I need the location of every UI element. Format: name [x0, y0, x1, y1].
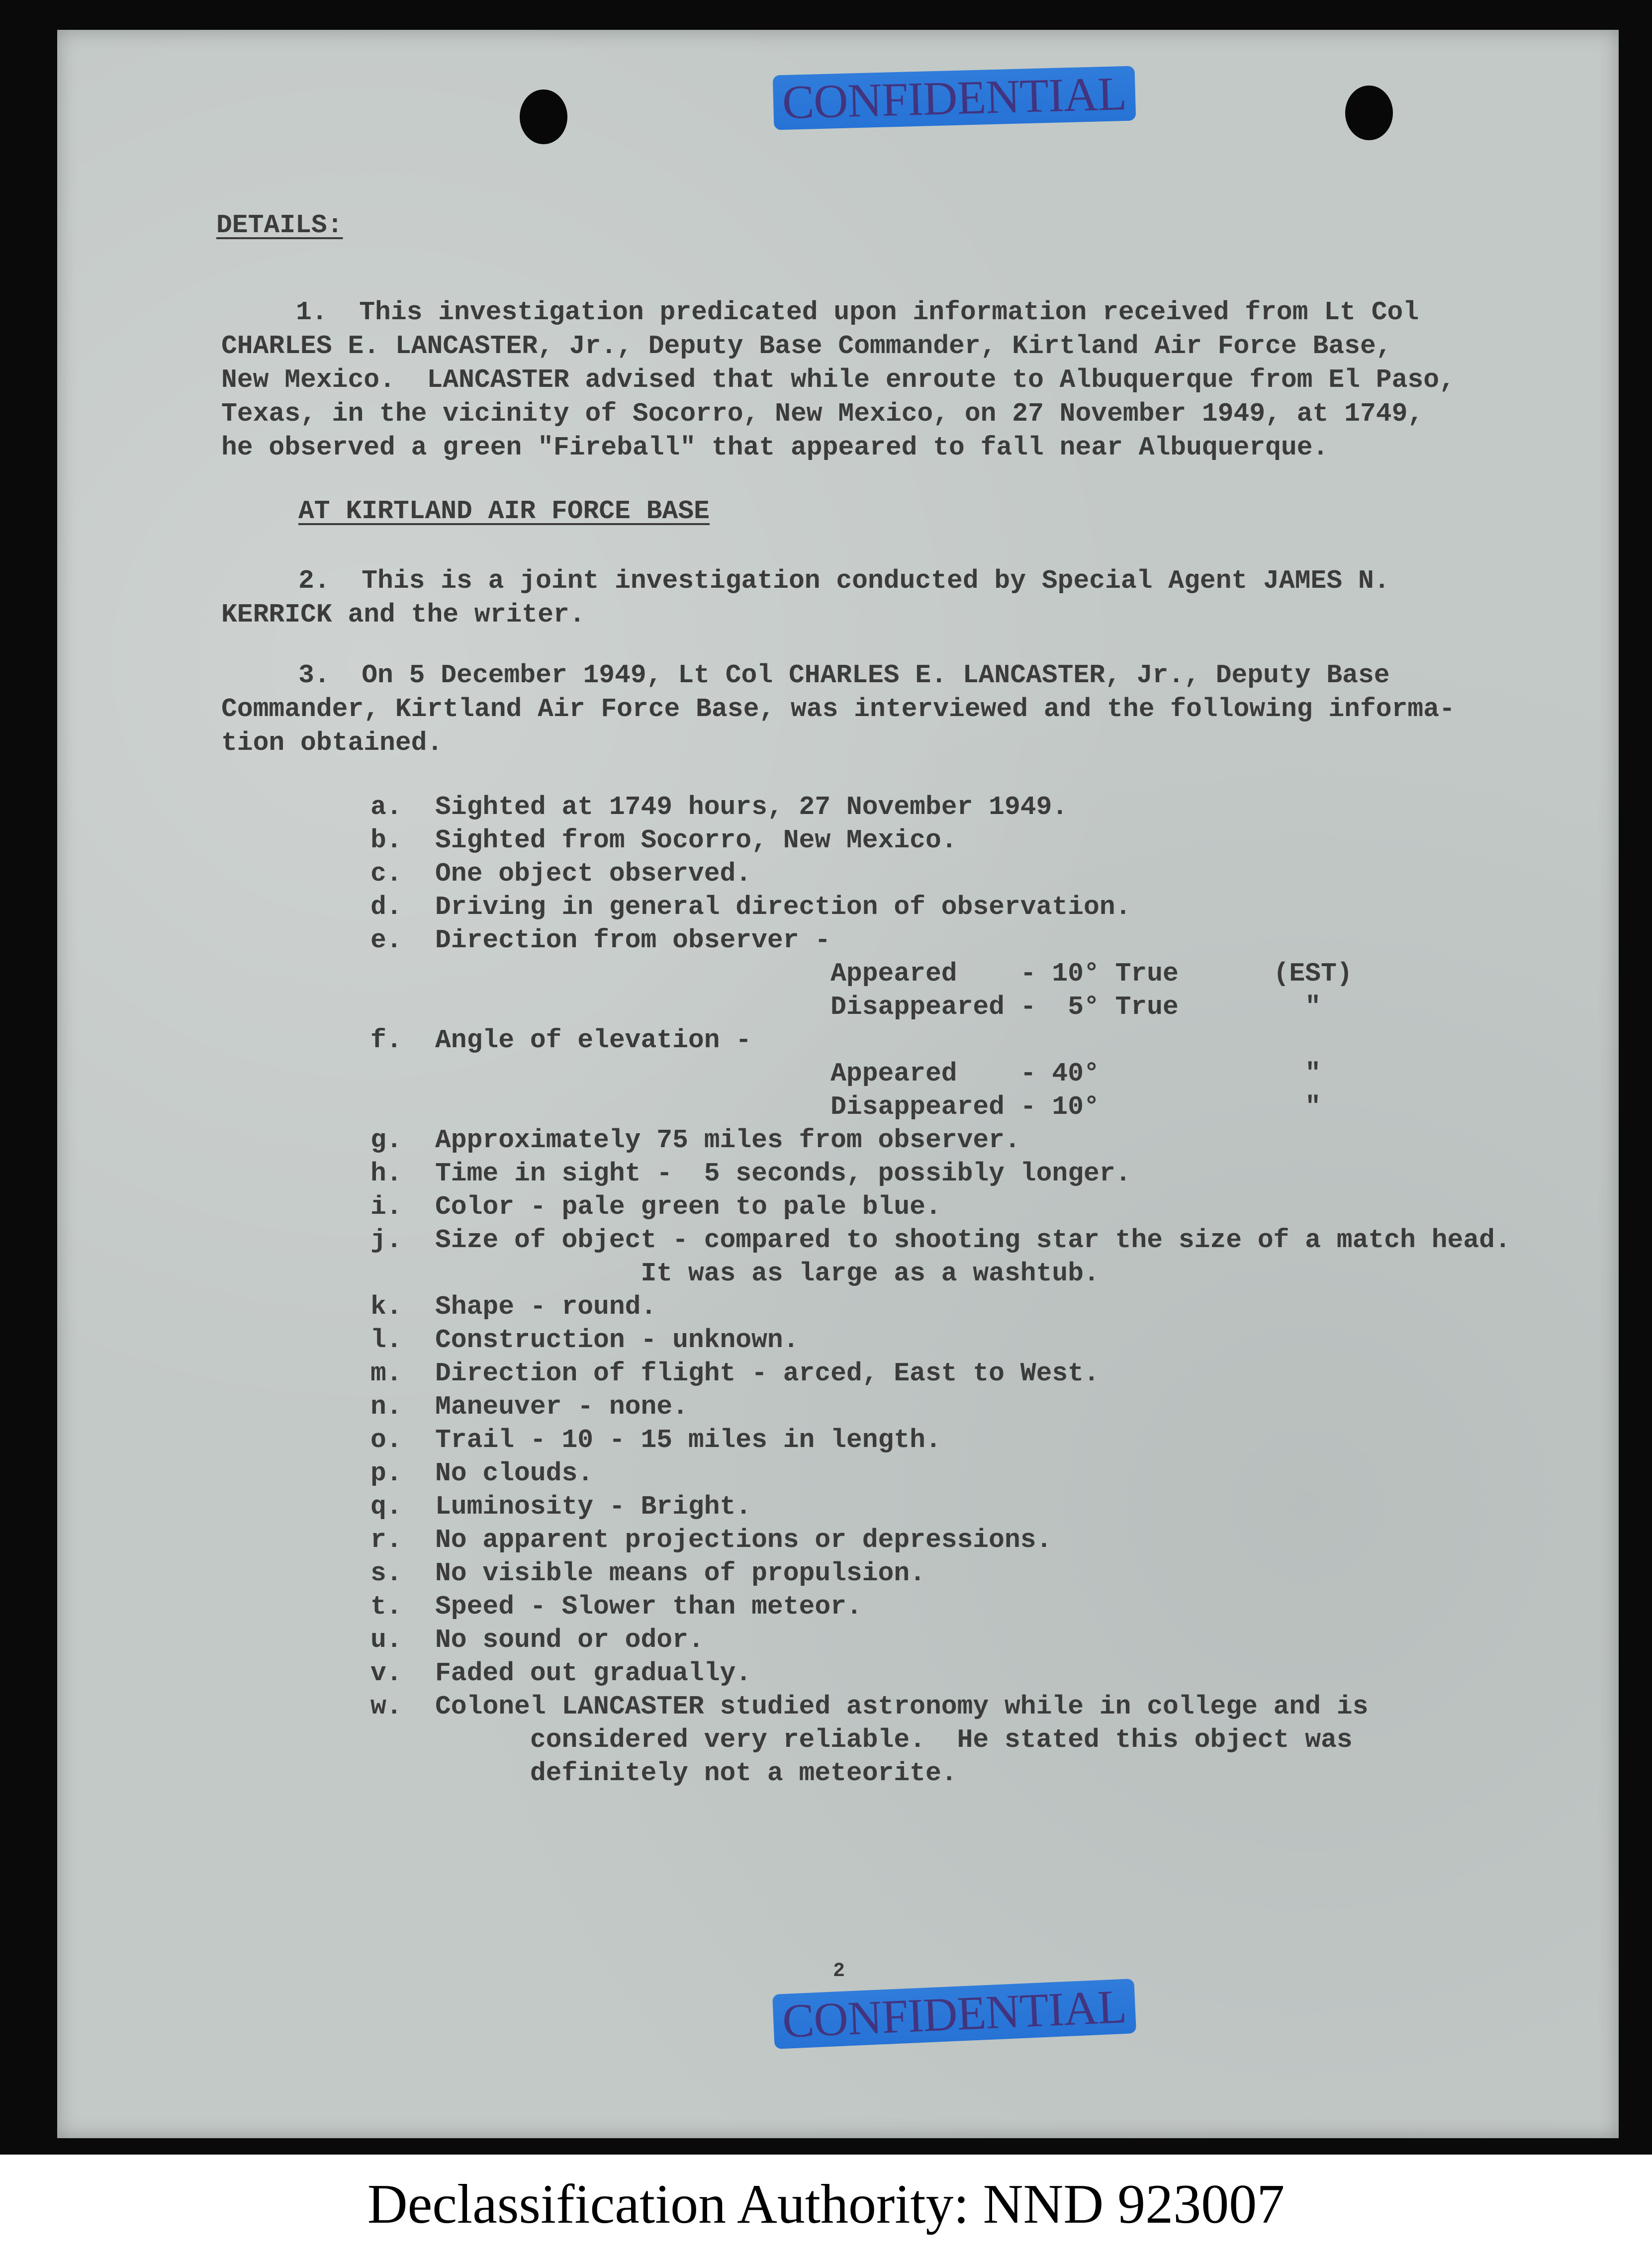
footer-bar — [0, 2155, 1652, 2260]
list-item: considered very reliable. He stated this object was — [435, 1725, 1353, 1755]
list-letter: s. — [370, 1558, 402, 1588]
list-letter: f. — [370, 1025, 402, 1055]
list-letter: m. — [370, 1358, 402, 1388]
list-item: No sound or odor. — [435, 1625, 704, 1655]
list-letter: q. — [370, 1492, 402, 1522]
list-letter: t. — [370, 1592, 402, 1622]
details-heading: DETAILS: — [216, 210, 343, 240]
text-line: 3. On 5 December 1949, Lt Col CHARLES E. LANCASTER, Jr., Deputy Base — [298, 660, 1390, 690]
list-letter: n. — [370, 1392, 402, 1422]
list-item: Maneuver - none. — [435, 1392, 688, 1422]
list-item: Colonel LANCASTER studied astronomy while in college and is — [435, 1692, 1369, 1721]
punch-hole-right — [1345, 86, 1393, 140]
list-letter: j. — [370, 1225, 402, 1255]
list-item: Time in sight - 5 seconds, possibly longer. — [435, 1159, 1131, 1188]
confidential-stamp-top: CONFIDENTIAL — [773, 66, 1136, 130]
list-letter: k. — [370, 1292, 402, 1322]
list-letter: c. — [370, 859, 402, 889]
list-letter: p. — [370, 1458, 402, 1488]
list-letter: h. — [370, 1159, 402, 1188]
list-item: Disappeared - 10° " — [435, 1092, 1321, 1122]
list-letter: e. — [370, 925, 402, 955]
list-item: No apparent projections or depressions. — [435, 1525, 1052, 1555]
list-item: Faded out gradually. — [435, 1658, 752, 1688]
list-item: No visible means of propulsion. — [435, 1558, 925, 1588]
list-item: One object observed. — [435, 859, 752, 889]
text-line: tion obtained. — [221, 728, 443, 758]
list-item: Angle of elevation - — [435, 1025, 752, 1055]
list-item: Shape - round. — [435, 1292, 657, 1322]
list-item: No clouds. — [435, 1458, 594, 1488]
list-letter: o. — [370, 1425, 402, 1455]
list-item: Sighted from Socorro, New Mexico. — [435, 825, 957, 855]
punch-hole-left — [520, 90, 567, 144]
text-line: Texas, in the vicinity of Socorro, New Mexico, on 27 November 1949, at 1749, — [221, 399, 1424, 429]
list-letter: d. — [370, 892, 402, 922]
list-letter: v. — [370, 1658, 402, 1688]
list-item: Direction from observer - — [435, 925, 831, 955]
list-item: It was as large as a washtub. — [435, 1259, 1100, 1288]
section-heading: AT KIRTLAND AIR FORCE BASE — [298, 496, 710, 526]
text-line: 2. This is a joint investigation conducted by Special Agent JAMES N. — [298, 566, 1390, 596]
page-number: 2 — [833, 1960, 845, 1983]
list-letter: u. — [370, 1625, 402, 1655]
list-item: definitely not a meteorite. — [435, 1758, 957, 1788]
list-item: Appeared - 40° " — [435, 1059, 1321, 1088]
list-item: Appeared - 10° True (EST) — [435, 959, 1353, 989]
list-letter: w. — [370, 1692, 402, 1721]
list-letter: i. — [370, 1192, 402, 1222]
list-item: Approximately 75 miles from observer. — [435, 1125, 1020, 1155]
list-item: Direction of flight - arced, East to West. — [435, 1358, 1100, 1388]
text-line: he observed a green "Fireball" that appeared to fall near Albuquerque. — [221, 433, 1329, 462]
list-item: Sighted at 1749 hours, 27 November 1949. — [435, 792, 1068, 822]
text-line: KERRICK and the writer. — [221, 600, 585, 630]
declassification-authority: Declassification Authority: NND 923007 — [367, 2173, 1285, 2235]
list-letter: r. — [370, 1525, 402, 1555]
list-letter: g. — [370, 1125, 402, 1155]
text-line: New Mexico. LANCASTER advised that while enroute to Albuquerque from El Paso, — [221, 365, 1455, 395]
list-letter: l. — [370, 1325, 402, 1355]
list-letter: b. — [370, 825, 402, 855]
list-item: Trail - 10 - 15 miles in length. — [435, 1425, 941, 1455]
list-letter: a. — [370, 792, 402, 822]
text-line: CHARLES E. LANCASTER, Jr., Deputy Base Commander, Kirtland Air Force Base, — [221, 331, 1392, 361]
list-item: Color - pale green to pale blue. — [435, 1192, 941, 1222]
list-item: Speed - Slower than meteor. — [435, 1592, 862, 1622]
list-item: Driving in general direction of observation. — [435, 892, 1131, 922]
document-sheet — [57, 30, 1619, 2138]
confidential-stamp-bottom: CONFIDENTIAL — [772, 1979, 1136, 2049]
list-item: Luminosity - Bright. — [435, 1492, 752, 1522]
list-item: Size of object - compared to shooting star the size of a match head. — [435, 1225, 1511, 1255]
text-line: Commander, Kirtland Air Force Base, was interviewed and the following informa- — [221, 694, 1455, 724]
text-line: 1. This investigation predicated upon information received from Lt Col — [296, 297, 1419, 327]
list-item: Construction - unknown. — [435, 1325, 799, 1355]
list-item: Disappeared - 5° True " — [435, 992, 1321, 1022]
